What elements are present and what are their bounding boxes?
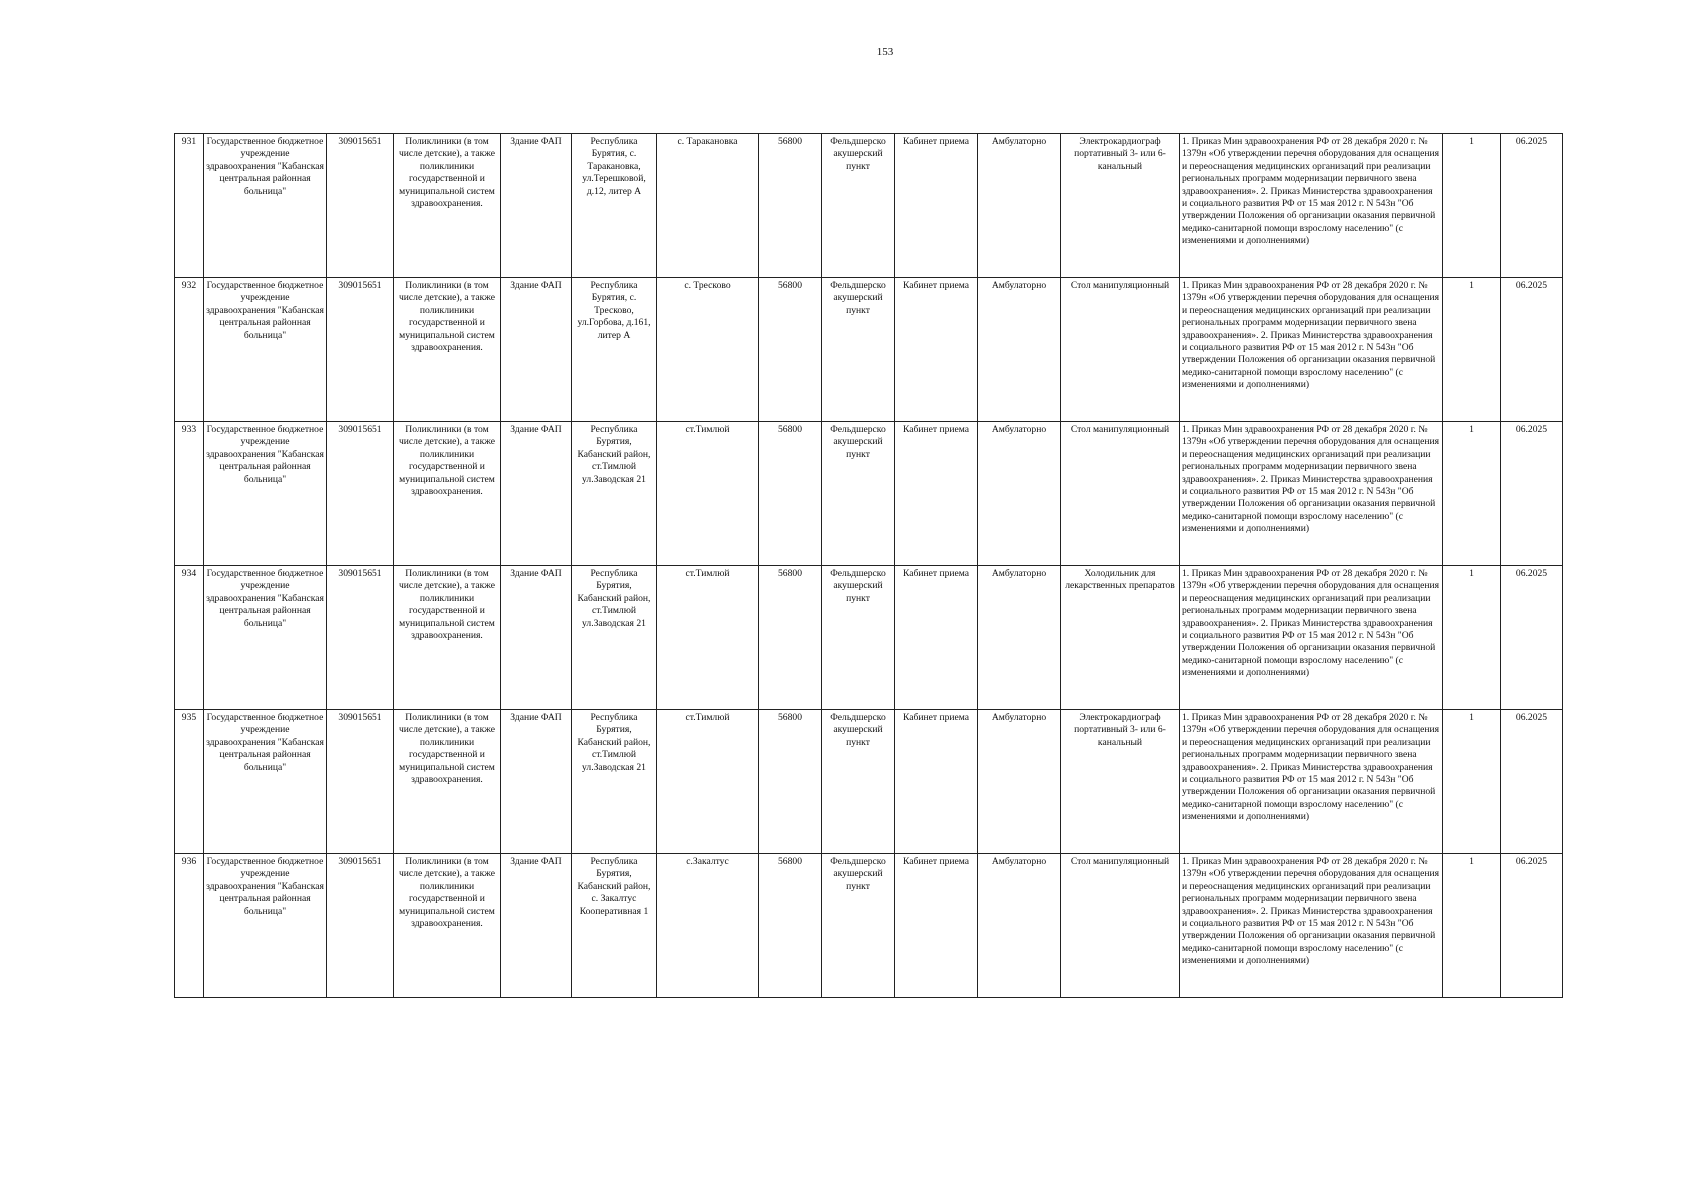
page-number: 153 (876, 46, 894, 58)
care-mode-cell: Амбулаторно (978, 422, 1061, 566)
room-name-cell: Кабинет приема (895, 710, 978, 854)
organization-name-cell: Государственное бюджетное учреждение здравоохранения "Кабанская центральная районная больница" (204, 566, 327, 710)
delivery-date-cell: 06.2025 (1501, 422, 1563, 566)
medical-unit-cell: Фельдшерско акушерский пункт (822, 710, 895, 854)
organization-name-cell: Государственное бюджетное учреждение здравоохранения "Кабанская центральная районная больница" (204, 134, 327, 278)
care-mode-cell: Амбулаторно (978, 278, 1061, 422)
inn-code-cell: 309015651 (327, 422, 394, 566)
row-number-cell: 935 (175, 710, 204, 854)
organization-name-cell: Государственное бюджетное учреждение здравоохранения "Кабанская центральная районная больница" (204, 710, 327, 854)
delivery-date-cell: 06.2025 (1501, 566, 1563, 710)
legal-basis-cell: 1. Приказ Мин здравоохранения РФ от 28 декабря 2020 г. № 1379н «Об утверждении перечня оборудования для оснащения и переоснащения медицинских организаций при реализации региональных программ модернизации первичного звена здравоохранения». 2. Приказ Министерства здравоохранения и социального развития РФ от 15 мая 2012 г. N 543н "Об утверждении Положения об организации оказания первичной медико-санитарной помощи взрослому населению" (с изменениями и дополнениями) (1180, 566, 1443, 710)
legal-basis-cell: 1. Приказ Мин здравоохранения РФ от 28 декабря 2020 г. № 1379н «Об утверждении перечня оборудования для оснащения и переоснащения медицинских организаций при реализации региональных программ модернизации первичного звена здравоохранения». 2. Приказ Министерства здравоохранения и социального развития РФ от 15 мая 2012 г. N 543н "Об утверждении Положения об организации оказания первичной медико-санитарной помощи взрослому населению" (с изменениями и дополнениями) (1180, 710, 1443, 854)
quantity-cell: 1 (1443, 278, 1501, 422)
equipment-name-cell: Электрокардиограф портативный 3- или 6-канальный (1061, 134, 1180, 278)
locality-code-cell: 56800 (759, 854, 822, 998)
locality-cell: ст.Тимлюй (657, 710, 759, 854)
care-mode-cell: Амбулаторно (978, 134, 1061, 278)
room-name-cell: Кабинет приема (895, 278, 978, 422)
address-cell: Республика Бурятия, Кабанский район, ст.Тимлюй ул.Заводская 21 (572, 422, 657, 566)
facility-type-cell: Поликлиники (в том числе детские), а также поликлиники государственной и муниципальной систем здравоохранения. (394, 278, 501, 422)
legal-basis-cell: 1. Приказ Мин здравоохранения РФ от 28 декабря 2020 г. № 1379н «Об утверждении перечня оборудования для оснащения и переоснащения медицинских организаций при реализации региональных программ модернизации первичного звена здравоохранения». 2. Приказ Министерства здравоохранения и социального развития РФ от 15 мая 2012 г. N 543н "Об утверждении Положения об организации оказания первичной медико-санитарной помощи взрослому населению" (с изменениями и дополнениями) (1180, 134, 1443, 278)
locality-cell: с.Закалтус (657, 854, 759, 998)
address-cell: Республика Бурятия, Кабанский район, ст.Тимлюй ул.Заводская 21 (572, 710, 657, 854)
building-name-cell: Здание ФАП (501, 854, 572, 998)
organization-name-cell: Государственное бюджетное учреждение здравоохранения "Кабанская центральная районная больница" (204, 278, 327, 422)
care-mode-cell: Амбулаторно (978, 566, 1061, 710)
inn-code-cell: 309015651 (327, 278, 394, 422)
table-row (175, 422, 1563, 566)
locality-code-cell: 56800 (759, 710, 822, 854)
building-name-cell: Здание ФАП (501, 566, 572, 710)
address-cell: Республика Бурятия, с. Таракановка, ул.Терешковой, д.12, литер А (572, 134, 657, 278)
address-cell: Республика Бурятия, с. Тресково, ул.Горбова, д.161, литер А (572, 278, 657, 422)
locality-code-cell: 56800 (759, 134, 822, 278)
legal-basis-cell: 1. Приказ Мин здравоохранения РФ от 28 декабря 2020 г. № 1379н «Об утверждении перечня оборудования для оснащения и переоснащения медицинских организаций при реализации региональных программ модернизации первичного звена здравоохранения». 2. Приказ Министерства здравоохранения и социального развития РФ от 15 мая 2012 г. N 543н "Об утверждении Положения об организации оказания первичной медико-санитарной помощи взрослому населению" (с изменениями и дополнениями) (1180, 278, 1443, 422)
table-row (175, 278, 1563, 422)
medical-unit-cell: Фельдшерско акушерский пункт (822, 422, 895, 566)
room-name-cell: Кабинет приема (895, 134, 978, 278)
inn-code-cell: 309015651 (327, 566, 394, 710)
inn-code-cell: 309015651 (327, 134, 394, 278)
locality-cell: ст.Тимлюй (657, 566, 759, 710)
quantity-cell: 1 (1443, 422, 1501, 566)
locality-cell: с. Таракановка (657, 134, 759, 278)
legal-basis-cell: 1. Приказ Мин здравоохранения РФ от 28 декабря 2020 г. № 1379н «Об утверждении перечня оборудования для оснащения и переоснащения медицинских организаций при реализации региональных программ модернизации первичного звена здравоохранения». 2. Приказ Министерства здравоохранения и социального развития РФ от 15 мая 2012 г. N 543н "Об утверждении Положения об организации оказания первичной медико-санитарной помощи взрослому населению" (с изменениями и дополнениями) (1180, 854, 1443, 998)
table-row (175, 566, 1563, 710)
equipment-registry-table (174, 133, 1563, 998)
room-name-cell: Кабинет приема (895, 422, 978, 566)
room-name-cell: Кабинет приема (895, 566, 978, 710)
medical-unit-cell: Фельдшерско акушерский пункт (822, 854, 895, 998)
quantity-cell: 1 (1443, 134, 1501, 278)
quantity-cell: 1 (1443, 710, 1501, 854)
delivery-date-cell: 06.2025 (1501, 710, 1563, 854)
facility-type-cell: Поликлиники (в том числе детские), а также поликлиники государственной и муниципальной систем здравоохранения. (394, 422, 501, 566)
locality-code-cell: 56800 (759, 566, 822, 710)
building-name-cell: Здание ФАП (501, 278, 572, 422)
row-number-cell: 933 (175, 422, 204, 566)
inn-code-cell: 309015651 (327, 854, 394, 998)
address-cell: Республика Бурятия, Кабанский район, ст.Тимлюй ул.Заводская 21 (572, 566, 657, 710)
building-name-cell: Здание ФАП (501, 422, 572, 566)
facility-type-cell: Поликлиники (в том числе детские), а также поликлиники государственной и муниципальной систем здравоохранения. (394, 566, 501, 710)
inn-code-cell: 309015651 (327, 710, 394, 854)
care-mode-cell: Амбулаторно (978, 854, 1061, 998)
legal-basis-cell: 1. Приказ Мин здравоохранения РФ от 28 декабря 2020 г. № 1379н «Об утверждении перечня оборудования для оснащения и переоснащения медицинских организаций при реализации региональных программ модернизации первичного звена здравоохранения». 2. Приказ Министерства здравоохранения и социального развития РФ от 15 мая 2012 г. N 543н "Об утверждении Положения об организации оказания первичной медико-санитарной помощи взрослому населению" (с изменениями и дополнениями) (1180, 422, 1443, 566)
row-number-cell: 931 (175, 134, 204, 278)
locality-cell: ст.Тимлюй (657, 422, 759, 566)
equipment-name-cell: Стол манипуляционный (1061, 278, 1180, 422)
delivery-date-cell: 06.2025 (1501, 278, 1563, 422)
building-name-cell: Здание ФАП (501, 710, 572, 854)
locality-code-cell: 56800 (759, 278, 822, 422)
organization-name-cell: Государственное бюджетное учреждение здравоохранения "Кабанская центральная районная больница" (204, 422, 327, 566)
medical-unit-cell: Фельдшерско акушерский пункт (822, 566, 895, 710)
organization-name-cell: Государственное бюджетное учреждение здравоохранения "Кабанская центральная районная больница" (204, 854, 327, 998)
table-row (175, 710, 1563, 854)
row-number-cell: 932 (175, 278, 204, 422)
equipment-name-cell: Электрокардиограф портативный 3- или 6-канальный (1061, 710, 1180, 854)
address-cell: Республика Бурятия, Кабанский район, с. Закалтус Кооперативная 1 (572, 854, 657, 998)
quantity-cell: 1 (1443, 566, 1501, 710)
row-number-cell: 936 (175, 854, 204, 998)
table-row (175, 854, 1563, 998)
room-name-cell: Кабинет приема (895, 854, 978, 998)
building-name-cell: Здание ФАП (501, 134, 572, 278)
equipment-name-cell: Холодильник для лекарственных препаратов (1061, 566, 1180, 710)
delivery-date-cell: 06.2025 (1501, 134, 1563, 278)
facility-type-cell: Поликлиники (в том числе детские), а также поликлиники государственной и муниципальной систем здравоохранения. (394, 134, 501, 278)
equipment-name-cell: Стол манипуляционный (1061, 422, 1180, 566)
locality-cell: с. Тресково (657, 278, 759, 422)
equipment-name-cell: Стол манипуляционный (1061, 854, 1180, 998)
locality-code-cell: 56800 (759, 422, 822, 566)
medical-unit-cell: Фельдшерско акушерский пункт (822, 278, 895, 422)
facility-type-cell: Поликлиники (в том числе детские), а также поликлиники государственной и муниципальной систем здравоохранения. (394, 854, 501, 998)
facility-type-cell: Поликлиники (в том числе детские), а также поликлиники государственной и муниципальной систем здравоохранения. (394, 710, 501, 854)
table-row (175, 134, 1563, 278)
quantity-cell: 1 (1443, 854, 1501, 998)
delivery-date-cell: 06.2025 (1501, 854, 1563, 998)
medical-unit-cell: Фельдшерско акушерский пункт (822, 134, 895, 278)
row-number-cell: 934 (175, 566, 204, 710)
care-mode-cell: Амбулаторно (978, 710, 1061, 854)
